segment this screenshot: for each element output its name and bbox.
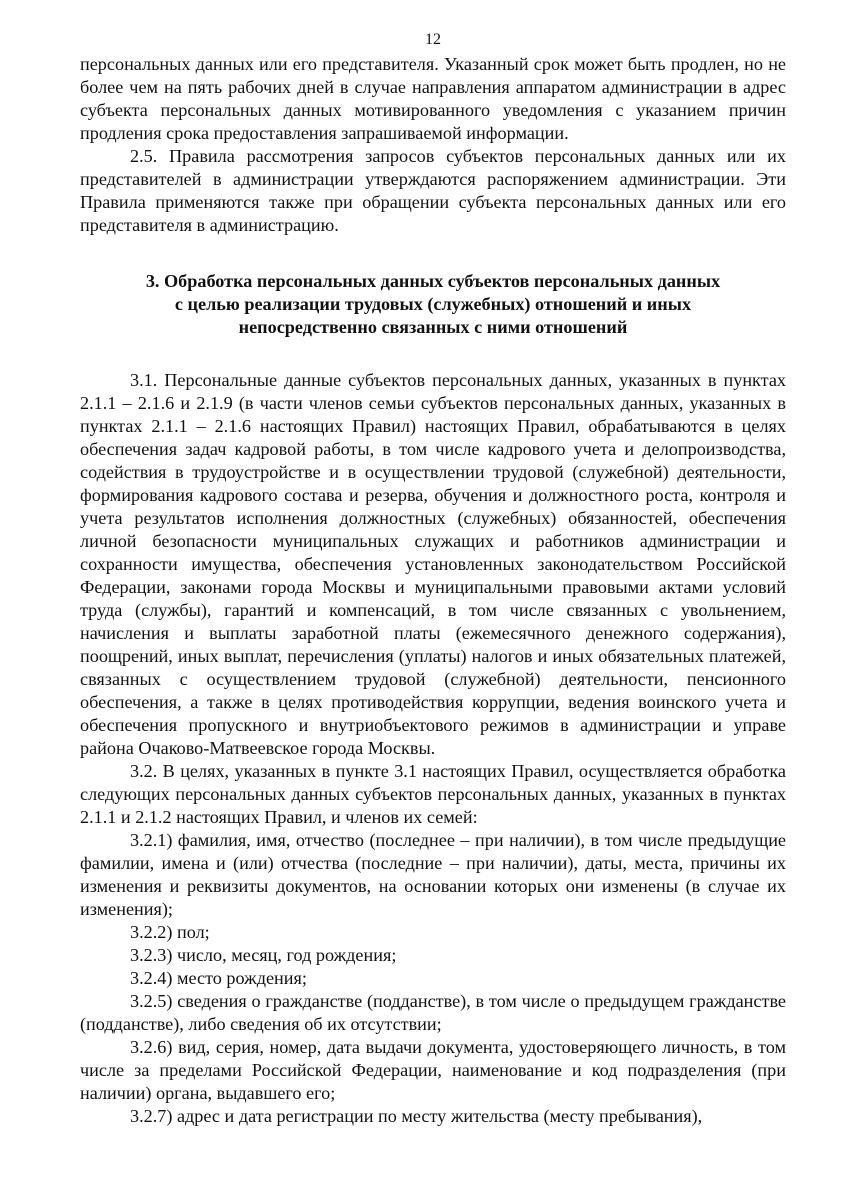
list-item-3-2-1: 3.2.1) фамилия, имя, отчество (последнее – при наличии), в том числе предыдущие фамилии, имена и (или) отчества (последние – при наличии), даты, места, причины их изменения и реквизиты документов, на основании которых они изменены (в случае их изменения); bbox=[80, 830, 786, 919]
section-heading-line-3: непосредственно связанных с ними отношений bbox=[238, 317, 628, 337]
paragraphs-before-heading bbox=[80, 53, 786, 237]
section-heading-line-2: с целью реализации трудовых (служебных) отношений и иных bbox=[174, 294, 692, 314]
paragraph-3-2: 3.2. В целях, указанных в пункте 3.1 настоящих Правил, осуществляется обработка следующих персональных данных субъектов персональных данных, указанных в пунктах 2.1.1 и 2.1.2 настоящих Правил, и членов их семей: bbox=[80, 761, 786, 827]
list-item-3-2-4: 3.2.4) место рождения; bbox=[130, 968, 307, 988]
paragraphs-after-heading bbox=[80, 369, 786, 1128]
document-page bbox=[80, 30, 786, 1128]
list-item-3-2-5: 3.2.5) сведения о гражданстве (подданстве), в том числе о предыдущем гражданстве (подданстве), либо сведения об их отсутствии; bbox=[80, 991, 786, 1034]
paragraph-3-1: 3.1. Персональные данные субъектов персональных данных, указанных в пунктах 2.1.1 – 2.1.6 и 2.1.9 (в части членов семьи субъектов персональных данных, указанных в пунктах 2.1.1 – 2.1.6 настоящих Правил) настоящих Правил, обрабатываются в целях обеспечения задач кадровой работы, в том числе кадрового учета и делопроизводства, содействия в трудоустройстве и в осуществлении трудовой (служебной) деятельности, формирования кадрового состава и резерва, обучения и должностного роста, контроля и учета результатов исполнения должностных (служебных) обязанностей, обеспечения личной безопасности муниципальных служащих и работников администрации и сохранности имущества, обеспечения установленных законодательством Российской Федерации, законами города Москвы и муниципальными правовыми актами условий труда (службы), гарантий и компенсаций, в том числе связанных с увольнением, начисления и выплаты заработной платы (ежемесячного денежного содержания), поощрений, иных выплат, перечисления (уплаты) налогов и иных обязательных платежей, связанных с осуществлением трудовой (служебной) деятельности, пенсионного обеспечения, а также в целях противодействия коррупции, ведения воинского учета и обеспечения пропускного и внутриобъектового режимов в администрации и управе района Очаково-Матвеевское города Москвы. bbox=[80, 370, 786, 758]
section-heading bbox=[80, 270, 786, 339]
list-item-3-2-2: 3.2.2) пол; bbox=[130, 922, 210, 942]
paragraph-continuation: персональных данных или его представителя. Указанный срок может быть продлен, но не более чем на пять рабочих дней в случае направления аппаратом администрации в адрес субъекта персональных данных мотивированного уведомления с указанием причин продления срока предоставления запрашиваемой информации. bbox=[80, 54, 786, 143]
section-heading-line-1: 3. Обработка персональных данных субъектов персональных данных bbox=[145, 271, 721, 291]
page-number: 12 bbox=[425, 31, 441, 48]
list-item-3-2-7: 3.2.7) адрес и дата регистрации по месту жительства (месту пребывания), bbox=[130, 1106, 703, 1126]
list-item-3-2-6: 3.2.6) вид, серия, номер, дата выдачи документа, удостоверяющего личность, в том числе за пределами Российской Федерации, наименование и код подразделения (при наличии) органа, выдавшего его; bbox=[80, 1037, 786, 1103]
list-item-3-2-3: 3.2.3) число, месяц, год рождения; bbox=[130, 945, 397, 965]
paragraph-2-5: 2.5. Правила рассмотрения запросов субъектов персональных данных или их представителей в администрации утверждаются распоряжением администрации. Эти Правила применяются также при обращении субъекта персональных данных или его представителя в администрацию. bbox=[80, 146, 786, 235]
